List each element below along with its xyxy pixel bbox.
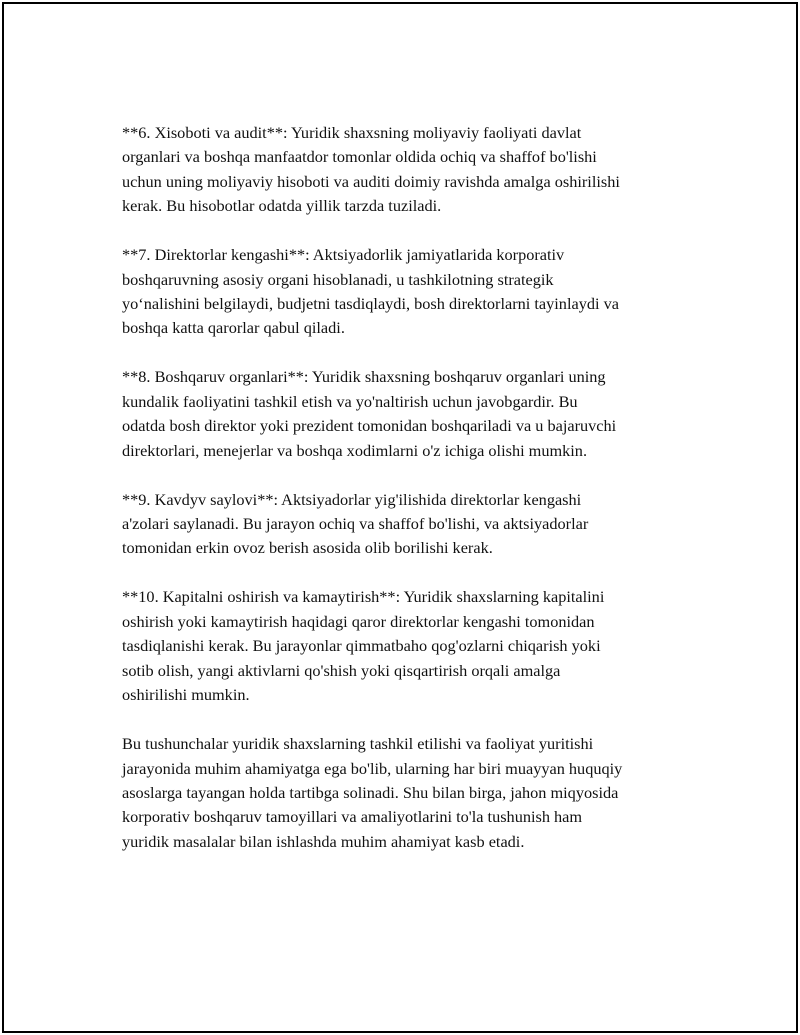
paragraph-direktorlar-kengashi	[122, 243, 712, 341]
text-line: yo‘nalishini belgilaydi, budjetni tasdiqlaydi, bosh direktorlarni tayinlaydi va	[122, 294, 619, 314]
text-line: oshirilishi mumkin.	[122, 685, 250, 705]
text-line: korporativ boshqaruv tamoyillari va amaliyotlarini to'la tushunish ham	[122, 807, 583, 827]
text-line: sotib olish, yangi aktivlarni qo'shish yoki qisqartirish orqali amalga	[122, 660, 561, 680]
text-line: kundalik faoliyatini tashkil etish va yo'naltirish uchun javobgardir. Bu	[122, 391, 578, 411]
text-line: boshqa katta qarorlar qabul qiladi.	[122, 318, 345, 338]
text-line: **7. Direktorlar kengashi**: Aktsiyadorlik jamiyatlarida korporativ	[122, 245, 565, 265]
paragraph-boshqaruv-organlari	[122, 365, 712, 463]
text-line: kerak. Bu hisobotlar odatda yillik tarzda tuziladi.	[122, 196, 442, 216]
text-line: a'zolari saylanadi. Bu jarayon ochiq va shaffof bo'lishi, va aktsiyadorlar	[122, 514, 589, 534]
page-frame	[2, 2, 798, 1033]
text-line: Bu tushunchalar yuridik shaxslarning tashkil etilishi va faoliyat yuritishi	[122, 734, 594, 754]
text-line: direktorlari, menejerlar va boshqa xodimlarni o'z ichiga olishi mumkin.	[122, 440, 588, 460]
paragraph-conclusion	[122, 732, 712, 854]
text-line: uchun uning moliyaviy hisoboti va auditi doimiy ravishda amalga oshirilishi	[122, 171, 620, 191]
text-line: **9. Kavdyv saylovi**: Aktsiyadorlar yig'ilishida direktorlar kengashi	[122, 489, 582, 509]
document-body	[122, 121, 712, 879]
text-line: asoslarga tayangan holda tartibga solinadi. Shu bilan birga, jahon miqyosida	[122, 782, 619, 802]
text-line: **10. Kapitalni oshirish va kamaytirish**: Yuridik shaxslarning kapitalini	[122, 587, 605, 607]
text-line: **6. Xisoboti va audit**: Yuridik shaxsning moliyaviy faoliyati davlat	[122, 123, 582, 142]
text-line: organlari va boshqa manfaatdor tomonlar oldida ochiq va shaffof bo'lishi	[122, 147, 597, 167]
paragraph-xisoboti-va-audit	[122, 121, 712, 219]
text-line: boshqaruvning asosiy organi hisoblanadi, u tashkilotning strategik	[122, 269, 554, 289]
paragraph-kavdyv-saylovi	[122, 488, 712, 561]
text-line: jarayonida muhim ahamiyatga ega bo'lib, ularning har biri muayyan huquqiy	[122, 758, 623, 778]
paragraph-kapitalni-oshirish	[122, 585, 712, 707]
text-line: **8. Boshqaruv organlari**: Yuridik shaxsning boshqaruv organlari uning	[122, 367, 606, 387]
text-line: odatda bosh direktor yoki prezident tomonidan boshqariladi va u bajaruvchi	[122, 416, 617, 436]
text-line: yuridik masalalar bilan ishlashda muhim ahamiyat kasb etadi.	[122, 831, 525, 851]
text-line: oshirish yoki kamaytirish haqidagi qaror direktorlar kengashi tomonidan	[122, 611, 595, 631]
text-line: tomonidan erkin ovoz berish asosida olib borilishi kerak.	[122, 538, 493, 558]
text-line: tasdiqlanishi kerak. Bu jarayonlar qimmatbaho qog'ozlarni chiqarish yoki	[122, 636, 601, 656]
